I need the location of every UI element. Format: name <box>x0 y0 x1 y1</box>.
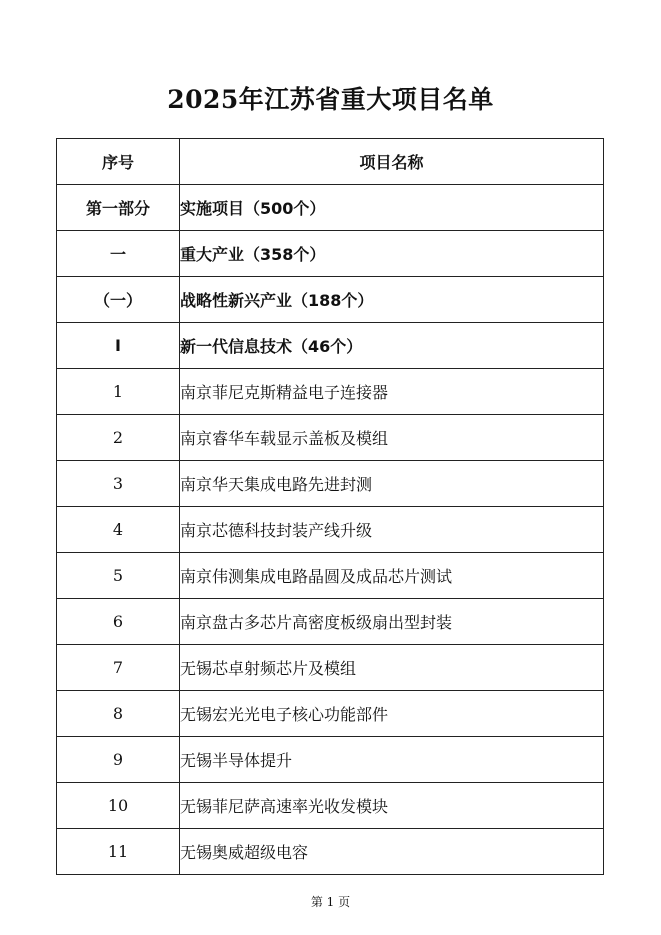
row-number: 3 <box>57 461 180 507</box>
project-table <box>56 138 604 875</box>
table-body <box>57 185 604 875</box>
table-header-row <box>57 139 604 185</box>
row-number: 11 <box>57 829 180 875</box>
page-number: 第 1 页 <box>310 895 351 909</box>
table-row <box>57 553 604 599</box>
row-number: 7 <box>57 645 180 691</box>
table-row <box>57 323 604 369</box>
table-row <box>57 231 604 277</box>
row-number: 5 <box>57 553 180 599</box>
table-row <box>57 599 604 645</box>
table-row <box>57 645 604 691</box>
page-title: 2025年江苏省重大项目名单 <box>167 85 494 114</box>
project-name: 南京睿华车载显示盖板及模组 <box>180 415 604 461</box>
project-name: 无锡半导体提升 <box>180 737 604 783</box>
table-row <box>57 369 604 415</box>
table-row <box>57 277 604 323</box>
column-header-number: 序号 <box>57 139 180 185</box>
project-name: 无锡芯卓射频芯片及模组 <box>180 645 604 691</box>
row-number: 10 <box>57 783 180 829</box>
project-name: 南京菲尼克斯精益电子连接器 <box>180 369 604 415</box>
row-number: 一 <box>57 231 180 277</box>
row-number: 9 <box>57 737 180 783</box>
project-name: 南京芯德科技封装产线升级 <box>180 507 604 553</box>
project-name: 南京华天集成电路先进封测 <box>180 461 604 507</box>
row-number: 6 <box>57 599 180 645</box>
table-row <box>57 185 604 231</box>
project-name: 南京盘古多芯片高密度板级扇出型封装 <box>180 599 604 645</box>
project-name: 实施项目（500个） <box>180 185 604 231</box>
project-name: 无锡奥威超级电容 <box>180 829 604 875</box>
row-number: 8 <box>57 691 180 737</box>
project-name: 无锡菲尼萨高速率光收发模块 <box>180 783 604 829</box>
row-number: 2 <box>57 415 180 461</box>
row-number: Ⅰ <box>57 323 180 369</box>
row-number: 1 <box>57 369 180 415</box>
row-number: 第一部分 <box>57 185 180 231</box>
table-row <box>57 415 604 461</box>
project-name: 战略性新兴产业（188个） <box>180 277 604 323</box>
column-header-project-name: 项目名称 <box>180 139 604 185</box>
table-row <box>57 737 604 783</box>
project-name: 重大产业（358个） <box>180 231 604 277</box>
table-row <box>57 507 604 553</box>
project-name: 无锡宏光光电子核心功能部件 <box>180 691 604 737</box>
table-row <box>57 691 604 737</box>
table-row <box>57 461 604 507</box>
table-row <box>57 783 604 829</box>
project-name: 新一代信息技术（46个） <box>180 323 604 369</box>
row-number: （一） <box>57 277 180 323</box>
project-name: 南京伟测集成电路晶圆及成品芯片测试 <box>180 553 604 599</box>
table-row <box>57 829 604 875</box>
row-number: 4 <box>57 507 180 553</box>
